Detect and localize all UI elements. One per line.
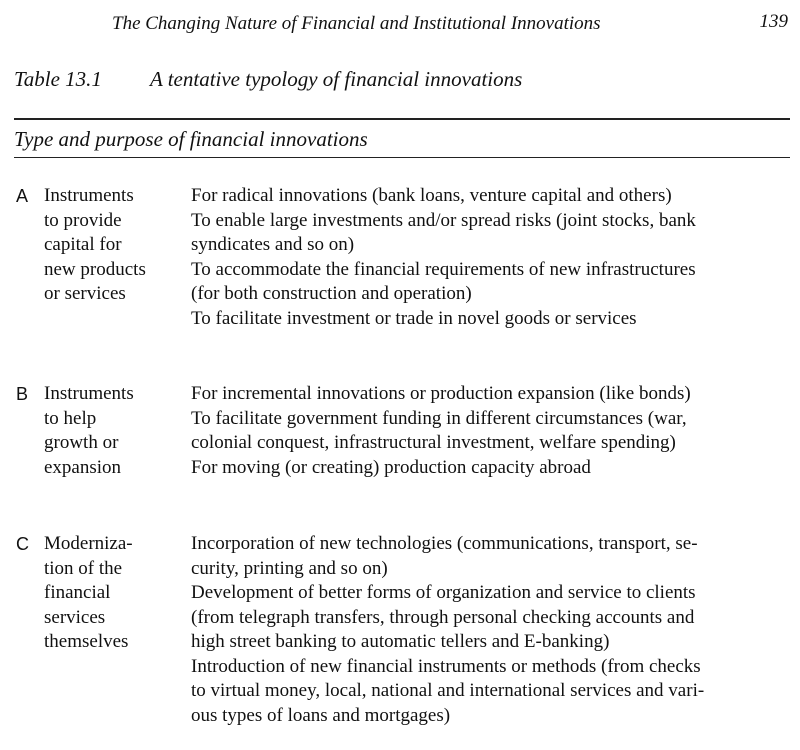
table-caption	[14, 66, 522, 92]
purpose-line: syndicates and so on)	[191, 234, 355, 255]
category-letter: C	[16, 534, 29, 554]
purpose-line: Introduction of new financial instruments or methods (from checks	[191, 655, 701, 677]
category-title-line: to help	[44, 407, 97, 429]
category-title-line: tion of the	[44, 557, 123, 579]
purpose-line: curity, printing and so on)	[191, 557, 388, 579]
table-top-rule	[14, 118, 790, 120]
category-title-line: to provide	[44, 209, 122, 231]
category-title-line: services	[44, 606, 106, 628]
category-title-line: new products	[44, 258, 146, 280]
purpose-line: For incremental innovations or production expansion (like bonds)	[191, 383, 691, 404]
category-letter: A	[16, 186, 29, 206]
table-title: A tentative typology of financial innovations	[150, 67, 523, 91]
category-title	[44, 532, 174, 655]
table-number: Table 13.1	[14, 67, 102, 91]
purpose-line: Development of better forms of organization and service to clients	[191, 582, 696, 603]
category-purposes	[191, 532, 791, 728]
purpose-line: To enable large investments and/or spread risks (joint stocks, bank	[191, 209, 696, 231]
category-title-line: growth or	[44, 432, 119, 453]
purpose-line: For radical innovations (bank loans, venture capital and others)	[191, 185, 672, 206]
running-head: The Changing Nature of Financial and Institutional Innovations	[112, 13, 601, 34]
category-title-line: capital for	[44, 234, 122, 255]
category-title-line: Instruments	[44, 185, 134, 206]
category-title-line: Instruments	[44, 383, 134, 404]
purpose-line: For moving (or creating) production capacity abroad	[191, 456, 591, 478]
purpose-line: To facilitate government funding in different circumstances (war,	[191, 407, 687, 429]
purpose-line: ous types of loans and mortgages)	[191, 704, 451, 726]
category-title	[44, 382, 174, 480]
table-heading-rule	[14, 157, 790, 158]
purpose-line: to virtual money, local, national and international services and vari-	[191, 680, 705, 701]
column-heading: Type and purpose of financial innovations	[14, 127, 368, 151]
category-letter: B	[16, 384, 29, 404]
purpose-line: To facilitate investment or trade in novel goods or services	[191, 307, 637, 329]
purpose-line: To accommodate the financial requirements of new infrastructures	[191, 258, 696, 280]
category-purposes	[191, 382, 791, 480]
category-title	[44, 184, 174, 307]
category-title-line: expansion	[44, 456, 122, 478]
category-title-line: themselves	[44, 631, 129, 652]
purpose-line: high street banking to automatic tellers and E-banking)	[191, 631, 610, 652]
purpose-line: (for both construction and operation)	[191, 283, 472, 304]
purpose-line: colonial conquest, infrastructural investment, welfare spending)	[191, 432, 676, 453]
category-title-line: Moderniza-	[44, 533, 133, 554]
purpose-line: (from telegraph transfers, through personal checking accounts and	[191, 606, 695, 628]
category-title-line: financial	[44, 582, 111, 603]
purpose-line: Incorporation of new technologies (communications, transport, se-	[191, 533, 698, 554]
page-number: 139	[759, 11, 788, 32]
category-purposes	[191, 184, 791, 331]
category-title-line: or services	[44, 283, 126, 304]
